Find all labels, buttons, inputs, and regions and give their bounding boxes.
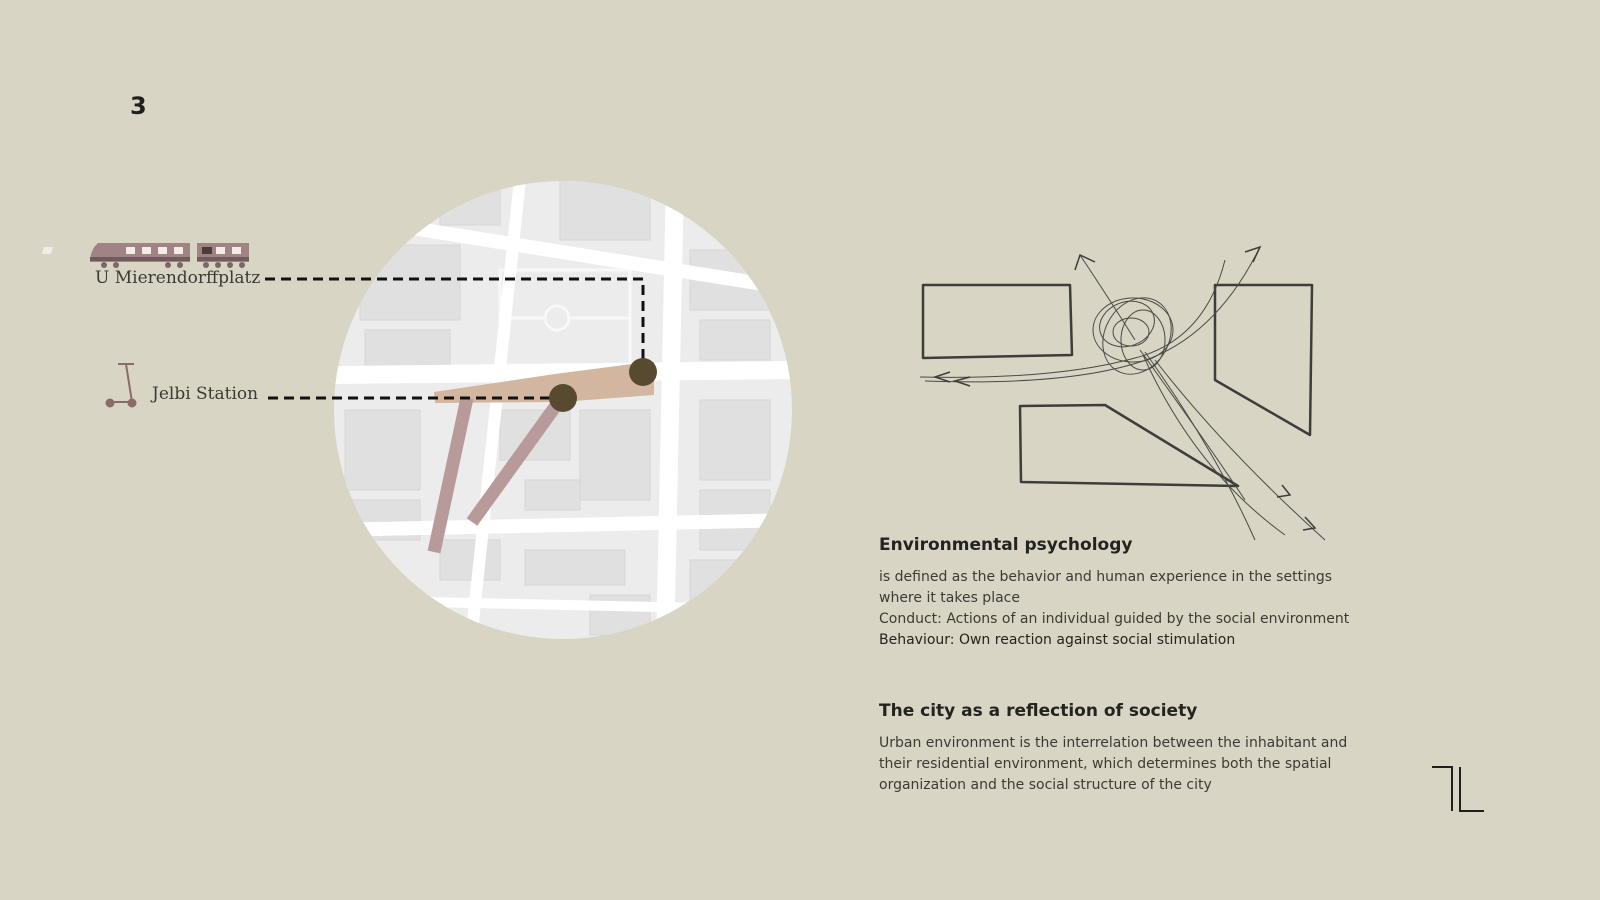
map-circle — [330, 180, 800, 650]
station-label-jelbi: Jelbi Station — [152, 384, 259, 404]
page-number: 3 — [130, 92, 147, 120]
section-line: Behaviour: Own reaction against social stimulation — [879, 632, 1236, 648]
section-line: Conduct: Actions of an individual guided by the social environment — [879, 611, 1350, 627]
sketch-block-right — [1215, 285, 1312, 435]
sketch-diagram — [905, 240, 1345, 550]
section-line: Urban environment is the interrelation between the inhabitant and — [879, 735, 1348, 751]
scooter-icon — [107, 364, 136, 407]
station-dot-ubahn — [629, 358, 657, 386]
section-line: their residential environment, which determines both the spatial — [879, 756, 1332, 772]
sketch-block-bottom — [1020, 405, 1238, 486]
section-city-reflection — [879, 701, 1359, 796]
section-heading: The city as a reflection of society — [879, 701, 1198, 721]
logo-mark-icon — [1430, 765, 1486, 815]
station-label-ubahn: U Mierendorffplatz — [95, 268, 261, 288]
sketch-block-left — [923, 285, 1072, 358]
section-line: where it takes place — [879, 590, 1020, 606]
station-dot-jelbi — [549, 384, 577, 412]
section-environmental-psychology — [879, 535, 1359, 651]
section-line: organization and the social structure of the city — [879, 777, 1212, 793]
train-icon — [42, 243, 249, 268]
section-heading: Environmental psychology — [879, 535, 1133, 555]
section-line: is defined as the behavior and human experience in the settings — [879, 569, 1333, 585]
